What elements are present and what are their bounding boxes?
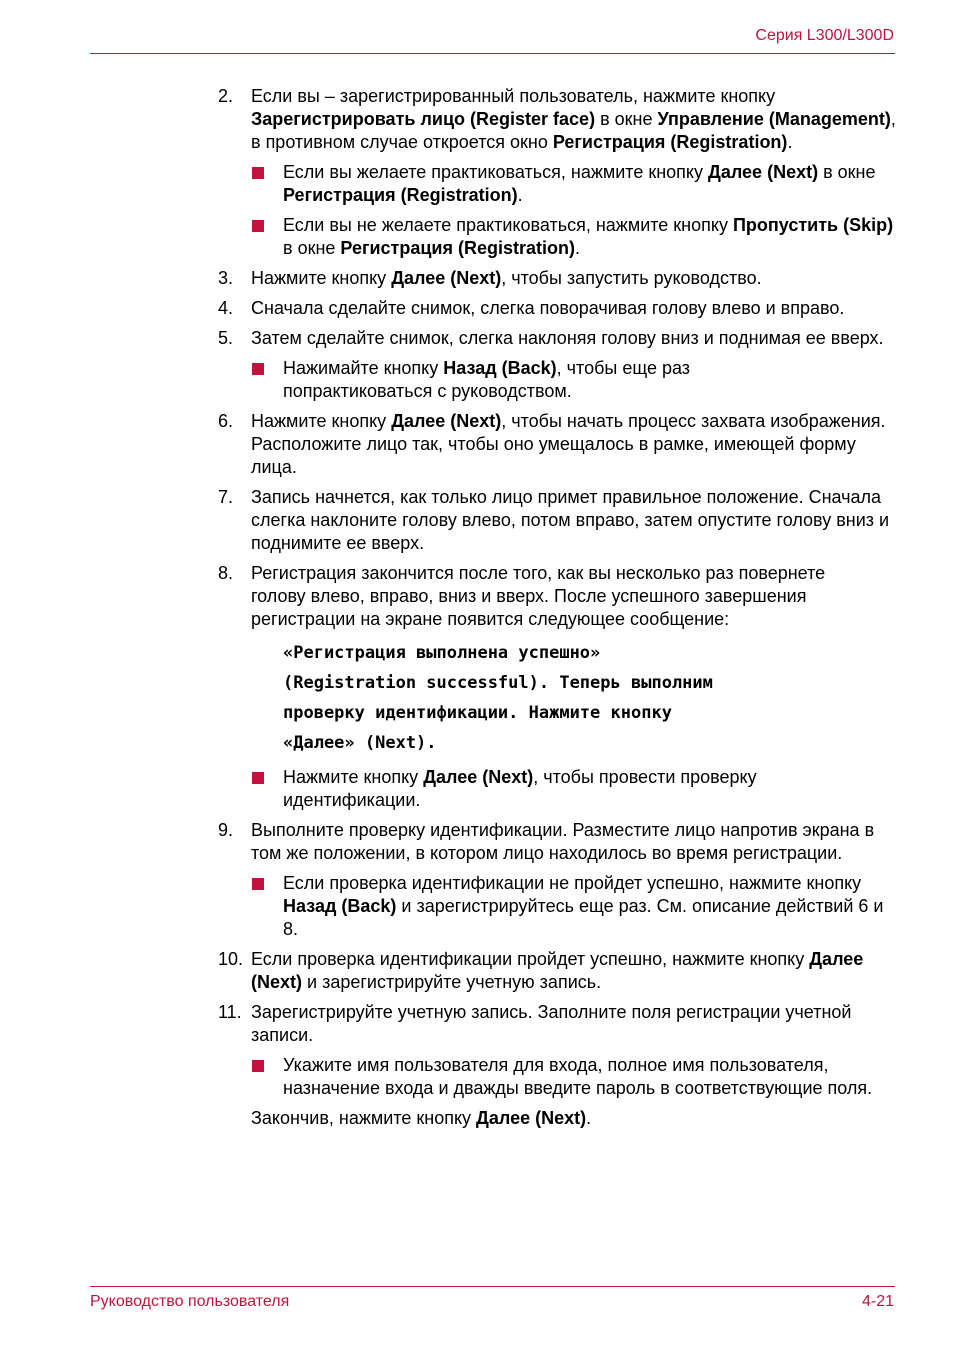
bullet-text: , чтобы провести проверку идентификации. (283, 767, 757, 810)
square-bullet-icon (252, 363, 264, 375)
bold-term: Далее (Next) (476, 1108, 587, 1128)
bullet-text: Если проверка идентификации не пройдет успешно, нажмите кнопку (283, 873, 862, 893)
message-line: «Регистрация выполнена успешно» (283, 643, 601, 663)
step-text: в окне (595, 109, 658, 129)
header-title: Серия L300/L300D (755, 27, 894, 44)
step-number: 9. (218, 820, 234, 840)
step-number: 6. (218, 411, 234, 431)
step-8 (218, 562, 898, 631)
footer-rule (90, 1286, 895, 1287)
step-number: 7. (218, 487, 234, 507)
bullet-text: Нажимайте кнопку (283, 358, 444, 378)
bold-term: Регистрация (Registration) (283, 185, 518, 205)
step-9 (218, 819, 898, 865)
bold-term: Управление (Management) (657, 109, 891, 129)
step-number: 2. (218, 86, 234, 106)
step-text: Зарегистрируйте учетную запись. Заполните поля регистрации учетной записи. (251, 1002, 852, 1045)
final-instruction (218, 1107, 898, 1130)
step-4 (218, 297, 898, 320)
step-text: , в противном случае откроется окно (251, 109, 896, 152)
step-6 (218, 410, 898, 479)
step-text: Нажмите кнопку (251, 268, 392, 288)
square-bullet-icon (252, 167, 264, 179)
bullet-text: в окне (283, 238, 341, 258)
bold-term: Далее (Next) (391, 268, 502, 288)
square-bullet-icon (252, 220, 264, 232)
step-text: Сначала сделайте снимок, слегка поворачивая голову влево и вправо. (251, 298, 845, 318)
bullet-8 (218, 766, 898, 812)
bold-term: Пропустить (Skip) (732, 215, 894, 235)
step-5 (218, 327, 898, 350)
bold-term: Далее (Next) (251, 949, 864, 992)
bullet-11 (218, 1054, 898, 1100)
bullet-2a (218, 161, 898, 207)
bold-term: Зарегистрировать лицо (Register face) (251, 109, 596, 129)
square-bullet-icon (252, 772, 264, 784)
step-text: , чтобы начать процесс захвата изображения. Расположите лицо так, чтобы оно умещалось в рамке, имеющей форму лица. (251, 411, 886, 477)
bold-term: Далее (Next) (423, 767, 534, 787)
step-text: Запись начнется, как только лицо примет правильное положение. Сначала слегка наклоните голову влево, потом вправо, затем опустите голову вниз и поднимите ее вверх. (251, 487, 890, 553)
bold-term: Регистрация (Registration) (552, 132, 788, 152)
bullet-text: Если вы не желаете практиковаться, нажмите кнопку (283, 215, 733, 235)
bullet-text: . (575, 238, 581, 258)
bullet-5 (218, 357, 898, 403)
step-text: Затем сделайте снимок, слегка наклоняя голову вниз и поднимая ее вверх. (251, 328, 884, 348)
step-number: 11. (218, 1002, 242, 1022)
step-number: 8. (218, 563, 234, 583)
step-7 (218, 486, 898, 555)
step-text: и зарегистрируйте учетную запись. (302, 972, 602, 992)
document-body (218, 85, 898, 1137)
step-2 (218, 85, 898, 154)
square-bullet-icon (252, 878, 264, 890)
step-text: Выполните проверку идентификации. Разместите лицо напротив экрана в том же положении, в котором лицо находилось во время регистрации. (251, 820, 875, 863)
step-text: Если вы – зарегистрированный пользователь, нажмите кнопку (251, 86, 776, 106)
bold-term: Далее (Next) (391, 411, 502, 431)
bullet-text: Нажмите кнопку (283, 767, 424, 787)
step-text: Если проверка идентификации пройдет успешно, нажмите кнопку (251, 949, 810, 969)
bullet-text: Укажите имя пользователя для входа, полное имя пользователя, назначение входа и дважды введите пароль в соответствующие поля. (283, 1055, 873, 1098)
step-number: 10. (218, 949, 244, 969)
system-message (218, 638, 898, 758)
bold-term: Назад (Back) (443, 358, 557, 378)
step-10 (218, 948, 898, 994)
bullet-text: . (517, 185, 523, 205)
bullet-text: в окне (818, 162, 876, 182)
bold-term: Далее (Next) (708, 162, 819, 182)
message-line: (Registration successful). Теперь выполним (283, 673, 713, 693)
bullet-9 (218, 872, 898, 941)
page-number: 4-21 (861, 1293, 894, 1310)
header-rule (90, 53, 895, 54)
bold-term: Регистрация (Registration) (340, 238, 576, 258)
footer-manual-title: Руководство пользователя (90, 1293, 290, 1310)
square-bullet-icon (252, 1060, 264, 1072)
bullet-text: и зарегистрируйтесь еще раз. См. описание действий 6 и 8. (283, 896, 884, 939)
bullet-text: , чтобы еще раз попрактиковаться с руководством. (283, 358, 691, 401)
step-text: Регистрация закончится после того, как вы несколько раз повернете голову влево, вправо, вниз и вверх. После успешного завершения регистрации на экране появится следующее сообщение: (251, 563, 826, 629)
step-text: . (787, 132, 793, 152)
step-text: , чтобы запустить руководство. (501, 268, 762, 288)
bold-term: Назад (Back) (283, 896, 397, 916)
step-11 (218, 1001, 898, 1047)
bullet-text: Если вы желаете практиковаться, нажмите кнопку (283, 162, 709, 182)
final-text: Закончив, нажмите кнопку (251, 1108, 477, 1128)
step-text: Нажмите кнопку (251, 411, 392, 431)
bullet-2b (218, 214, 898, 260)
message-line: «Далее» (Next). (283, 733, 437, 753)
message-line: проверку идентификации. Нажмите кнопку (283, 703, 672, 723)
step-number: 4. (218, 298, 234, 318)
final-text: . (586, 1108, 592, 1128)
step-number: 3. (218, 268, 234, 288)
step-3 (218, 267, 898, 290)
step-number: 5. (218, 328, 234, 348)
